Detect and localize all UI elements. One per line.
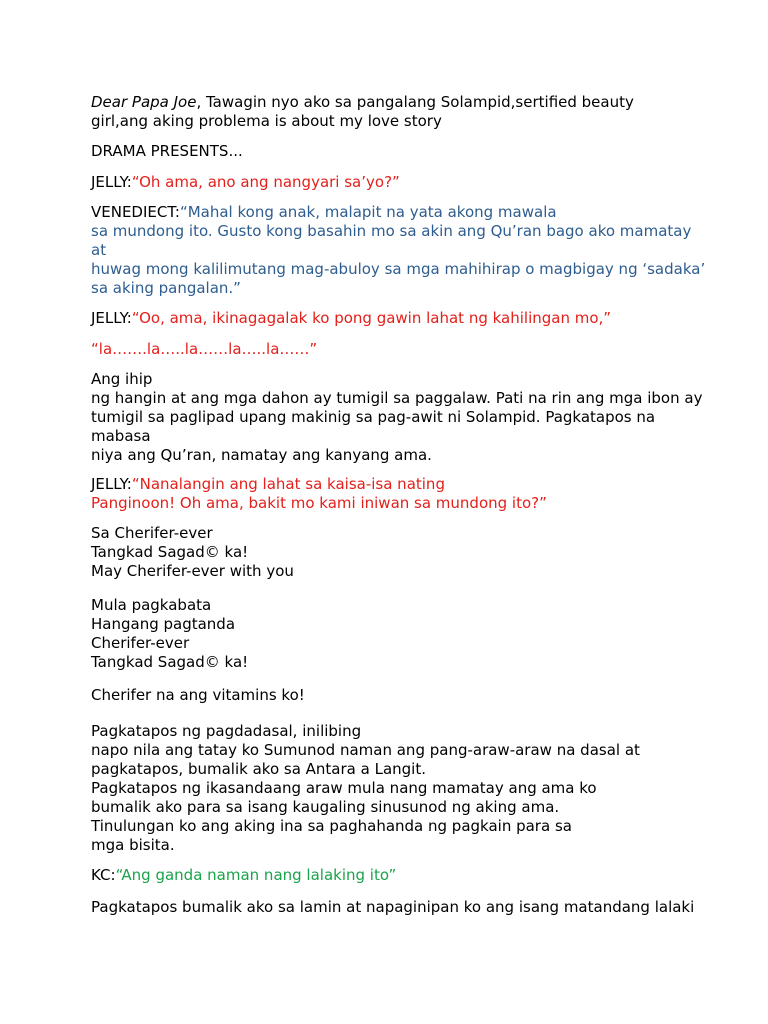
- salutation: Dear Papa Joe: [91, 93, 197, 111]
- jingle-3: Cherifer na ang vitamins ko!: [91, 686, 305, 704]
- dialogue-line: Panginoon! Oh ama, bakit mo kami iniwan sa mundong ito?”: [91, 494, 547, 512]
- drama-presents: DRAMA PRESENTS...: [91, 142, 243, 160]
- narration-paragraph-1: [91, 370, 703, 465]
- narration-line: napo nila ang tatay ko Sumunod naman ang pang-araw-araw na dasal at: [91, 741, 640, 759]
- narration-paragraph-2: [91, 722, 691, 855]
- dialogue-line: huwag mong kalilimutang mag-abuloy sa mga mahihirap o magbigay ng ‘sadaka’: [91, 260, 706, 278]
- narration-line: Pagkatapos ng pagdadasal, inilibing: [91, 722, 362, 740]
- dialogue-jelly-2: JELLY:“Oo, ama, ikinagagalak ko pong gawin lahat ng kahilingan mo,”: [91, 309, 612, 327]
- jingle-line: Mula pagkabata: [91, 596, 212, 614]
- narration-line: Pagkatapos ng ikasandaang araw mula nang mamatay ang ama ko: [91, 779, 597, 797]
- intro-line-1: , Tawagin nyo ako sa pangalang Solampid,sertified beauty: [196, 93, 634, 111]
- dialogue-text: “Ang ganda naman nang lalaking ito”: [115, 866, 397, 884]
- jingle-line: Cherifer-ever: [91, 634, 190, 652]
- dialogue-jelly-1: JELLY:“Oh ama, ano ang nangyari sa’yo?”: [91, 173, 400, 191]
- jingle-line: Sa Cherifer-ever: [91, 524, 213, 542]
- jingle-line: Hangang pagtanda: [91, 615, 236, 633]
- speaker-name: KC: [91, 866, 111, 884]
- narration-line: bumalik ako para sa isang kaugaling sinusunod ng aking ama.: [91, 798, 560, 816]
- intro-line-2: girl,ang aking problema is about my love story: [91, 112, 442, 130]
- jingle-2: [91, 596, 691, 672]
- narration-line: mabasa: [91, 427, 151, 445]
- closing-line: Pagkatapos bumalik ako sa lamin at napaginipan ko ang isang matandang lalaki: [91, 898, 695, 916]
- narration-line: niya ang Qu’ran, namatay ang kanyang ama.: [91, 446, 432, 464]
- dialogue-venediect: VENEDIECT:“Mahal kong anak, malapit na yata akong mawala sa mundong ito. Gusto kong basahin mo sa akin ang Qu’ran bago ako mamatay at huwag mong kalilimutang mag-abuloy sa mga mahihirap o magbigay ng ‘sadaka’ sa aking pangalan.”: [91, 203, 706, 297]
- dialogue-text: “Oo, ama, ikinagagalak ko pong gawin lahat ng kahilingan mo,”: [131, 309, 612, 327]
- narration-line: mga bisita.: [91, 836, 175, 854]
- dialogue-line: at: [91, 241, 107, 259]
- dialogue-line: “Nanalangin ang lahat sa kaisa-isa nating: [131, 475, 445, 493]
- dialogue-kc: KC:“Ang ganda naman nang lalaking ito”: [91, 866, 397, 884]
- dialogue-jelly-3: JELLY:“Nanalangin ang lahat sa kaisa-isa nating Panginoon! Oh ama, bakit mo kami iniwan sa mundong ito?”: [91, 475, 691, 513]
- narration-line: tumigil sa paglipad upang makinig sa pag-awit ni Solampid. Pagkatapos na: [91, 408, 656, 426]
- jingle-line: May Cherifer-ever with you: [91, 562, 294, 580]
- dialogue-line: sa aking pangalan.”: [91, 279, 241, 297]
- narration-line: Ang ihip: [91, 370, 153, 388]
- speaker-name: JELLY: [91, 173, 127, 191]
- speaker-name: VENEDIECT: [91, 203, 175, 221]
- song-la-line: “la…….la…..la……la…..la……”: [91, 340, 318, 358]
- speaker-name: JELLY: [91, 475, 127, 493]
- intro-paragraph: [91, 93, 691, 131]
- dialogue-line: sa mundong ito. Gusto kong basahin mo sa akin ang Qu’ran bago ako mamatay: [91, 222, 692, 240]
- narration-line: pagkatapos, bumalik ako sa Antara a Langit.: [91, 760, 426, 778]
- jingle-1: [91, 524, 691, 581]
- dialogue-text: “Oh ama, ano ang nangyari sa’yo?”: [131, 173, 400, 191]
- narration-line: Tinulungan ko ang aking ina sa paghahanda ng pagkain para sa: [91, 817, 572, 835]
- narration-line: ng hangin at ang mga dahon ay tumigil sa paggalaw. Pati na rin ang mga ibon ay: [91, 389, 703, 407]
- jingle-line: Tangkad Sagad© ka!: [91, 543, 249, 561]
- speaker-name: JELLY: [91, 309, 127, 327]
- jingle-line: Tangkad Sagad© ka!: [91, 653, 249, 671]
- dialogue-line: “Mahal kong anak, malapit na yata akong mawala: [179, 203, 557, 221]
